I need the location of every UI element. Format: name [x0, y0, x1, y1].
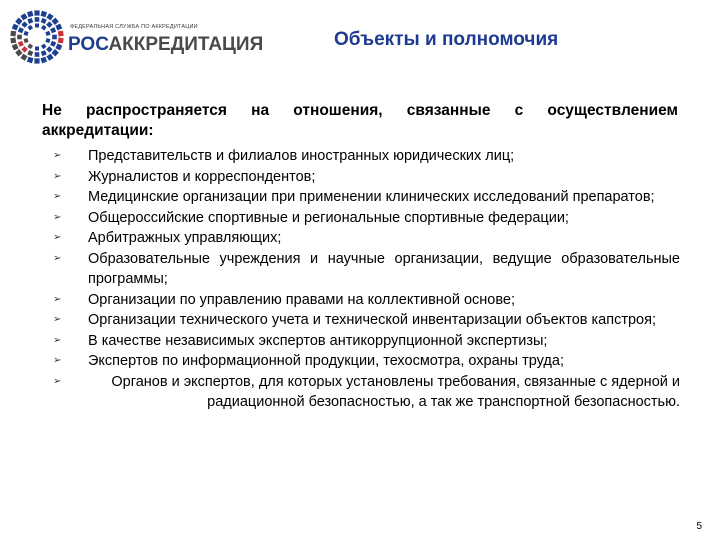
logo-emblem-square — [41, 11, 47, 17]
list-item-text: Представительств и филиалов иностранных юридических лиц; — [88, 148, 515, 164]
arrow-bullet-icon: ➢ — [53, 150, 62, 161]
logo-emblem-square — [35, 17, 40, 22]
list-item — [50, 228, 680, 249]
arrow-bullet-icon: ➢ — [53, 191, 62, 202]
arrow-bullet-icon: ➢ — [53, 293, 62, 305]
arrow-bullet-icon: ➢ — [53, 232, 62, 243]
list-item — [50, 331, 680, 352]
intro-heading — [42, 101, 678, 141]
logo-emblem-square — [41, 18, 47, 24]
logo-emblem-square — [51, 49, 58, 56]
logo-emblem-square — [41, 44, 47, 50]
logo-emblem-square — [34, 10, 39, 15]
logo-emblem-square — [24, 31, 29, 36]
list-item-text: Общероссийские спортивные и региональные спортивные федерации; — [88, 209, 569, 226]
list-item — [50, 187, 680, 208]
logo-emblem-square — [46, 46, 53, 53]
logo-emblem-square — [58, 31, 64, 37]
logo-wordmark-akkreditatsiya: АККРЕДИТАЦИЯ — [108, 34, 264, 55]
logo-emblem-square — [17, 35, 22, 40]
list-item — [50, 146, 680, 167]
logo-emblem-square — [12, 44, 19, 51]
list-item — [50, 208, 680, 229]
list-item-text: Органов и экспертов, для которых установлены требования, связанные с ядерной и радиационной безопасностью, а так же транспортной безопасностью. — [111, 373, 680, 410]
list-item-text: В качестве независимых экспертов антикоррупционной экспертизы; — [88, 332, 548, 349]
list-item-text: Медицинские организации при применении клинических исследований препаратов; — [88, 189, 655, 205]
logo-emblem-square — [35, 52, 40, 57]
logo-emblem-square — [12, 24, 19, 31]
list-item-text: Экспертов по информационной продукции, техосмотра, охраны труда; — [88, 353, 564, 369]
logo-emblem-square — [58, 37, 64, 43]
logo-emblem-icon — [8, 8, 66, 66]
list-item-text: Организации технического учета и технической инвентаризации объектов капстроя; — [88, 312, 656, 328]
logo-emblem-square — [20, 54, 27, 61]
logo-emblem-square — [27, 57, 33, 63]
logo-emblem-square — [35, 47, 39, 51]
logo-emblem-square — [18, 27, 24, 33]
logo-emblem-square — [10, 37, 16, 43]
arrow-bullet-icon: ➢ — [53, 334, 62, 346]
logo-emblem-square — [41, 50, 47, 56]
logo-emblem-square — [27, 44, 33, 50]
logo-emblem-square — [34, 58, 39, 63]
logo-emblem-square — [21, 46, 28, 53]
logo-emblem-square — [46, 13, 53, 20]
arrow-bullet-icon: ➢ — [53, 211, 62, 223]
list-item — [50, 351, 680, 372]
logo-emblem-square — [55, 44, 62, 51]
list-item-text: Организации по управлению правами на коллективной основе; — [88, 291, 515, 308]
slide-title: Объекты и полномочия — [334, 29, 559, 50]
logo-emblem-square — [21, 21, 28, 28]
logo-emblem-square — [55, 24, 62, 31]
logo-emblem-square — [46, 54, 53, 61]
logo-emblem-square — [35, 24, 39, 28]
list-item — [50, 167, 680, 188]
logo-emblem-square — [15, 49, 22, 56]
logo-emblem-square — [27, 50, 33, 56]
list-item-text: Арбитражных управляющих; — [88, 230, 282, 246]
list-item — [50, 372, 680, 413]
list-item — [50, 290, 680, 311]
rosakkreditatsiya-logo — [8, 8, 264, 74]
logo-emblem-square — [46, 21, 53, 28]
logo-emblem-square — [50, 27, 56, 33]
logo-emblem-square — [18, 41, 24, 47]
logo-emblem-square — [27, 18, 33, 24]
logo-emblem-square — [51, 18, 58, 25]
logo-wordmark-ros: РОС — [68, 34, 109, 55]
list-item — [50, 249, 680, 290]
list-item — [50, 310, 680, 331]
intro-line-1: Не распространяется на отношения, связанные с осуществлением — [42, 102, 678, 119]
arrow-bullet-icon: ➢ — [53, 314, 62, 325]
logo-wordmark — [68, 34, 263, 56]
logo-emblem-square — [45, 31, 50, 36]
exemptions-list — [50, 146, 680, 413]
logo-emblem-square — [41, 57, 47, 63]
logo-emblem-square — [15, 18, 22, 25]
logo-emblem-square — [20, 13, 27, 20]
arrow-bullet-icon: ➢ — [53, 375, 62, 387]
logo-emblem-square — [10, 31, 16, 37]
logo-emblem-square — [41, 25, 47, 31]
page-number: 5 — [696, 521, 702, 532]
logo-emblem-square — [27, 25, 33, 31]
logo-emblem-square — [27, 11, 33, 17]
arrow-bullet-icon: ➢ — [53, 170, 62, 182]
list-item-text: Журналистов и корреспондентов; — [88, 168, 316, 185]
intro-line-2: аккредитации: — [42, 122, 154, 139]
logo-emblem-square — [50, 41, 56, 47]
list-item-text: Образовательные учреждения и научные организации, ведущие образовательные программы; — [88, 250, 680, 287]
logo-emblem-square — [24, 38, 29, 43]
logo-emblem-square — [52, 35, 57, 40]
arrow-bullet-icon: ➢ — [53, 252, 62, 264]
arrow-bullet-icon: ➢ — [53, 355, 62, 366]
logo-agency-caption: ФЕДЕРАЛЬНАЯ СЛУЖБА ПО АККРЕДИТАЦИИ — [70, 24, 198, 30]
logo-emblem-square — [45, 38, 50, 43]
